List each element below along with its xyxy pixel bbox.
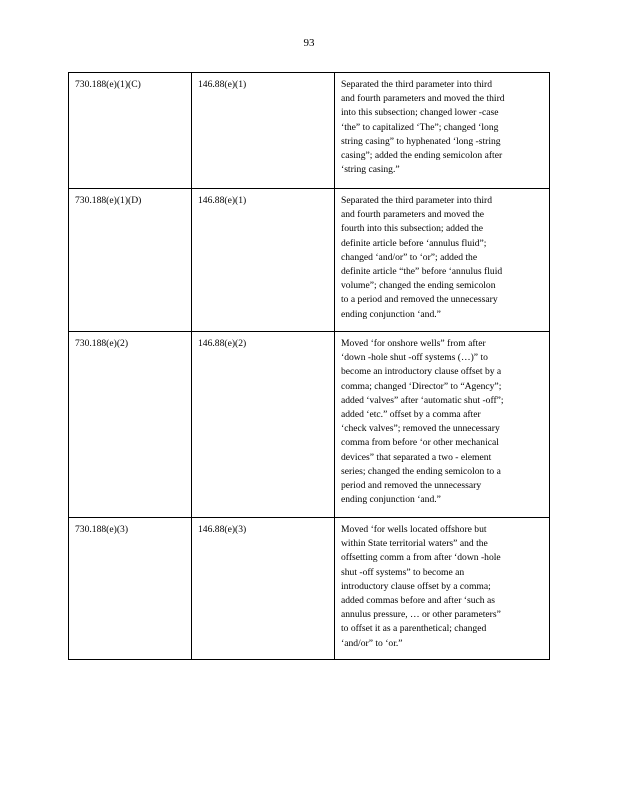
note-line: ending conjunction ‘and.” (341, 308, 441, 320)
table-row (69, 518, 550, 660)
note-line: period and removed the unnecessary (341, 480, 482, 492)
note-line: devices” that separated a two - element (341, 451, 492, 463)
change-note-cell (335, 189, 550, 332)
change-note-cell (335, 518, 550, 660)
new-section-cell: 146.88(e)(1) (192, 189, 335, 332)
note-line: and fourth parameters and moved the (341, 209, 485, 221)
note-line: volume”; changed the ending semicolon (341, 280, 496, 292)
note-line: and fourth parameters and moved the third (341, 93, 505, 105)
table-row (69, 73, 550, 189)
note-line: Separated the third parameter into third (341, 79, 493, 90)
note-line: series; changed the ending semicolon to a (341, 465, 501, 477)
note-line: to offset it as a parenthetical; changed (341, 623, 487, 635)
change-note-cell (335, 332, 550, 518)
note-line: ‘and/or” to ‘or.” (341, 637, 403, 649)
note-line: comma from before ‘or other mechanical (341, 437, 499, 449)
old-section-cell: 730.188(e)(1)(D) (69, 189, 192, 332)
note-line: Separated the third parameter into third (341, 195, 493, 206)
new-section-cell: 146.88(e)(2) (192, 332, 335, 518)
note-line: offsetting comm a from after ‘down -hole (341, 552, 501, 564)
note-line: to a period and removed the unnecessary (341, 294, 498, 306)
new-section-cell: 146.88(e)(1) (192, 73, 335, 189)
page-number: 93 (303, 37, 315, 49)
note-line: casing”; added the ending semicolon after (341, 150, 503, 162)
old-section-cell: 730.188(e)(1)(C) (69, 73, 192, 189)
table-row (69, 332, 550, 518)
note-line: definite article before ‘annulus fluid”; (341, 237, 487, 249)
note-line: introductory clause offset by a comma; (341, 580, 491, 592)
note-line: added ‘etc.” offset by a comma after (341, 409, 481, 421)
note-line: string casing” to hyphenated ‘long -string (341, 135, 501, 147)
note-line: added ‘valves” after ‘automatic shut -off”; (341, 394, 504, 406)
changes-table-body (69, 73, 550, 660)
old-section-cell: 730.188(e)(3) (69, 518, 192, 660)
note-line: Moved ‘for onshore wells” from after (341, 338, 486, 349)
note-line: ‘the” to capitalized ‘The”; changed ‘long (341, 121, 499, 133)
note-line: fourth into this subsection; added the (341, 223, 484, 235)
change-note-cell (335, 73, 550, 189)
note-line: ‘down -hole shut -off systems (…)” to (341, 352, 488, 364)
old-section-cell: 730.188(e)(2) (69, 332, 192, 518)
note-line: definite article “the” before ‘annulus fluid (341, 266, 503, 278)
note-line: shut -off systems” to become an (341, 566, 465, 578)
changes-table (68, 72, 550, 660)
note-line: added commas before and after ‘such as (341, 595, 495, 607)
note-line: annulus pressure, … or other parameters” (341, 609, 501, 621)
note-line: Moved ‘for wells located offshore but (341, 524, 487, 535)
note-line: ‘string casing.” (341, 164, 400, 176)
note-line: comma; changed ‘Director” to “Agency”; (341, 380, 502, 392)
note-line: ending conjunction ‘and.” (341, 494, 441, 506)
note-line: into this subsection; changed lower -case (341, 107, 499, 119)
note-line: become an introductory clause offset by a (341, 366, 502, 378)
note-line: ‘check valves”; removed the unnecessary (341, 423, 500, 435)
note-line: within State territorial waters” and the (341, 538, 488, 550)
new-section-cell: 146.88(e)(3) (192, 518, 335, 660)
note-line: changed ‘and/or” to ‘or”; added the (341, 251, 478, 263)
table-row (69, 189, 550, 332)
